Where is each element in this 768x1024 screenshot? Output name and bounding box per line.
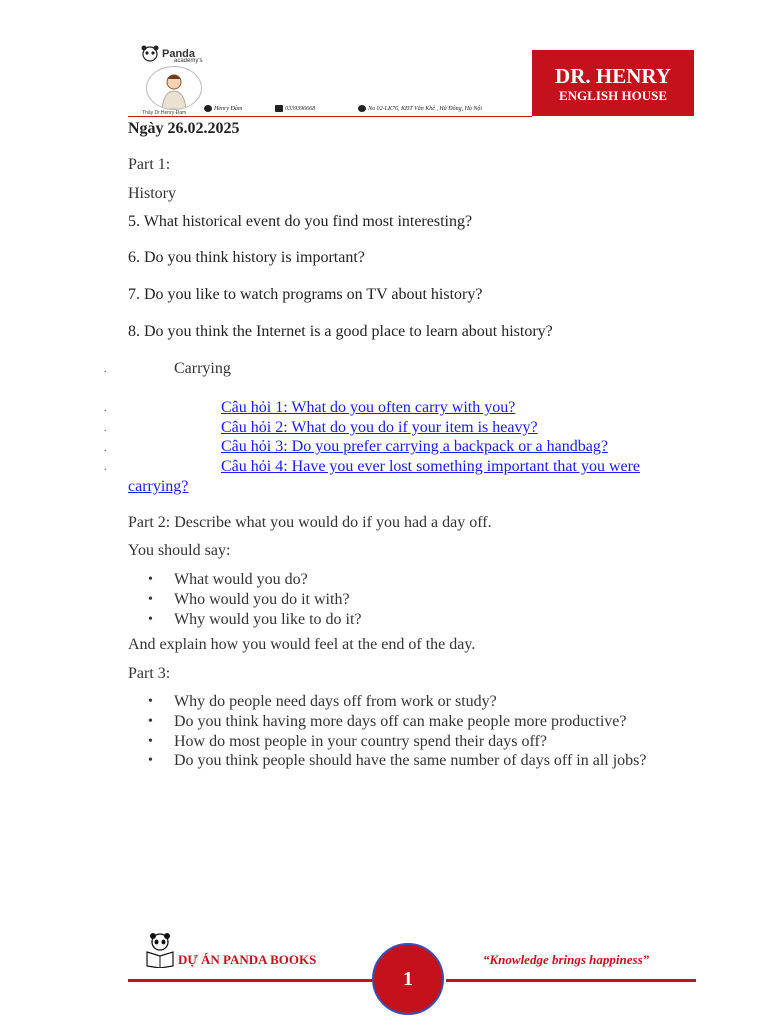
link-question-4[interactable]: Câu hỏi 4: Have you ever lost something important that you were (221, 458, 641, 475)
part2-heading: Part 2: Describe what you would do if you had a day off. (128, 514, 492, 531)
link-question-3[interactable]: Câu hỏi 3: Do you prefer carrying a backpack or a handbag? (221, 438, 608, 455)
list-dot: . (104, 364, 107, 375)
header-rule (128, 116, 532, 117)
logo-text: Panda (162, 48, 196, 60)
brand-subtitle: ENGLISH HOUSE (558, 88, 667, 103)
list-dot: . (104, 462, 107, 473)
brand-box (532, 50, 694, 116)
question-5: 5. What historical event do you find most interesting? (128, 213, 473, 230)
question-8: 8. Do you think the Internet is a good place to learn about history? (128, 323, 553, 340)
panda-book-icon (144, 932, 176, 968)
part2-bullet: • What would you do? (150, 570, 308, 590)
part3-bullet: • Why do people need days off from work or study? (150, 692, 497, 712)
page-number-badge (372, 943, 444, 1015)
part1-heading: Part 1: (128, 156, 171, 173)
footer-rule-left (128, 979, 374, 982)
date-line: Ngày 26.02.2025 (128, 120, 240, 137)
logo-subtext: academy's (174, 58, 203, 64)
phone-icon (275, 105, 283, 112)
page-number: 1 (403, 967, 413, 990)
contact-strip (204, 105, 534, 115)
brand-title: DR. HENRY (555, 64, 671, 88)
part3-bullet: • Do you think people should have the same number of days off in all jobs? (150, 751, 680, 771)
part3-bullet: • How do most people in your country spend their days off? (150, 732, 547, 752)
teacher-portrait-icon (147, 67, 201, 109)
link-question-4-continuation[interactable]: carrying? (128, 478, 189, 495)
footer-project: DỰ ÁN PANDA BOOKS (178, 952, 317, 967)
contact-name: Henry Đàm (214, 105, 243, 112)
part1-topic: History (128, 185, 176, 202)
header (128, 40, 696, 120)
facebook-icon (204, 105, 212, 112)
list-dot: . (104, 403, 107, 414)
link-question-1[interactable]: Câu hỏi 1: What do you often carry with you? (221, 399, 516, 416)
footer-slogan: “Knowledge brings happiness” (483, 952, 650, 967)
link-question-2[interactable]: Câu hỏi 2: What do you do if your item is heavy? (221, 419, 538, 436)
contact-address: No 02-LK76, KĐT Văn Khê , Hà Đông, Hà Nội (368, 105, 483, 112)
teacher-avatar (146, 66, 202, 110)
location-icon (358, 105, 366, 112)
part2-bullet: • Who would you do it with? (150, 590, 350, 610)
list-dot: . (104, 423, 107, 434)
contact-phone: 0339396668 (285, 105, 316, 112)
part1-topic-carrying: Carrying (174, 360, 231, 377)
panda-logo (136, 44, 212, 114)
teacher-caption: Thầy Dr.Henry Đam (142, 110, 187, 116)
part2-should-say: You should say: (128, 542, 231, 559)
question-7: 7. Do you like to watch programs on TV about history? (128, 286, 483, 303)
list-dot: . (104, 443, 107, 454)
part3-bullet: • Do you think having more days off can make people more productive? (150, 712, 626, 732)
part3-heading: Part 3: (128, 665, 171, 682)
part2-explain: And explain how you would feel at the end of the day. (128, 636, 476, 653)
part2-bullet: • Why would you like to do it? (150, 610, 362, 630)
footer-rule-right (446, 979, 696, 982)
question-6: 6. Do you think history is important? (128, 249, 365, 266)
